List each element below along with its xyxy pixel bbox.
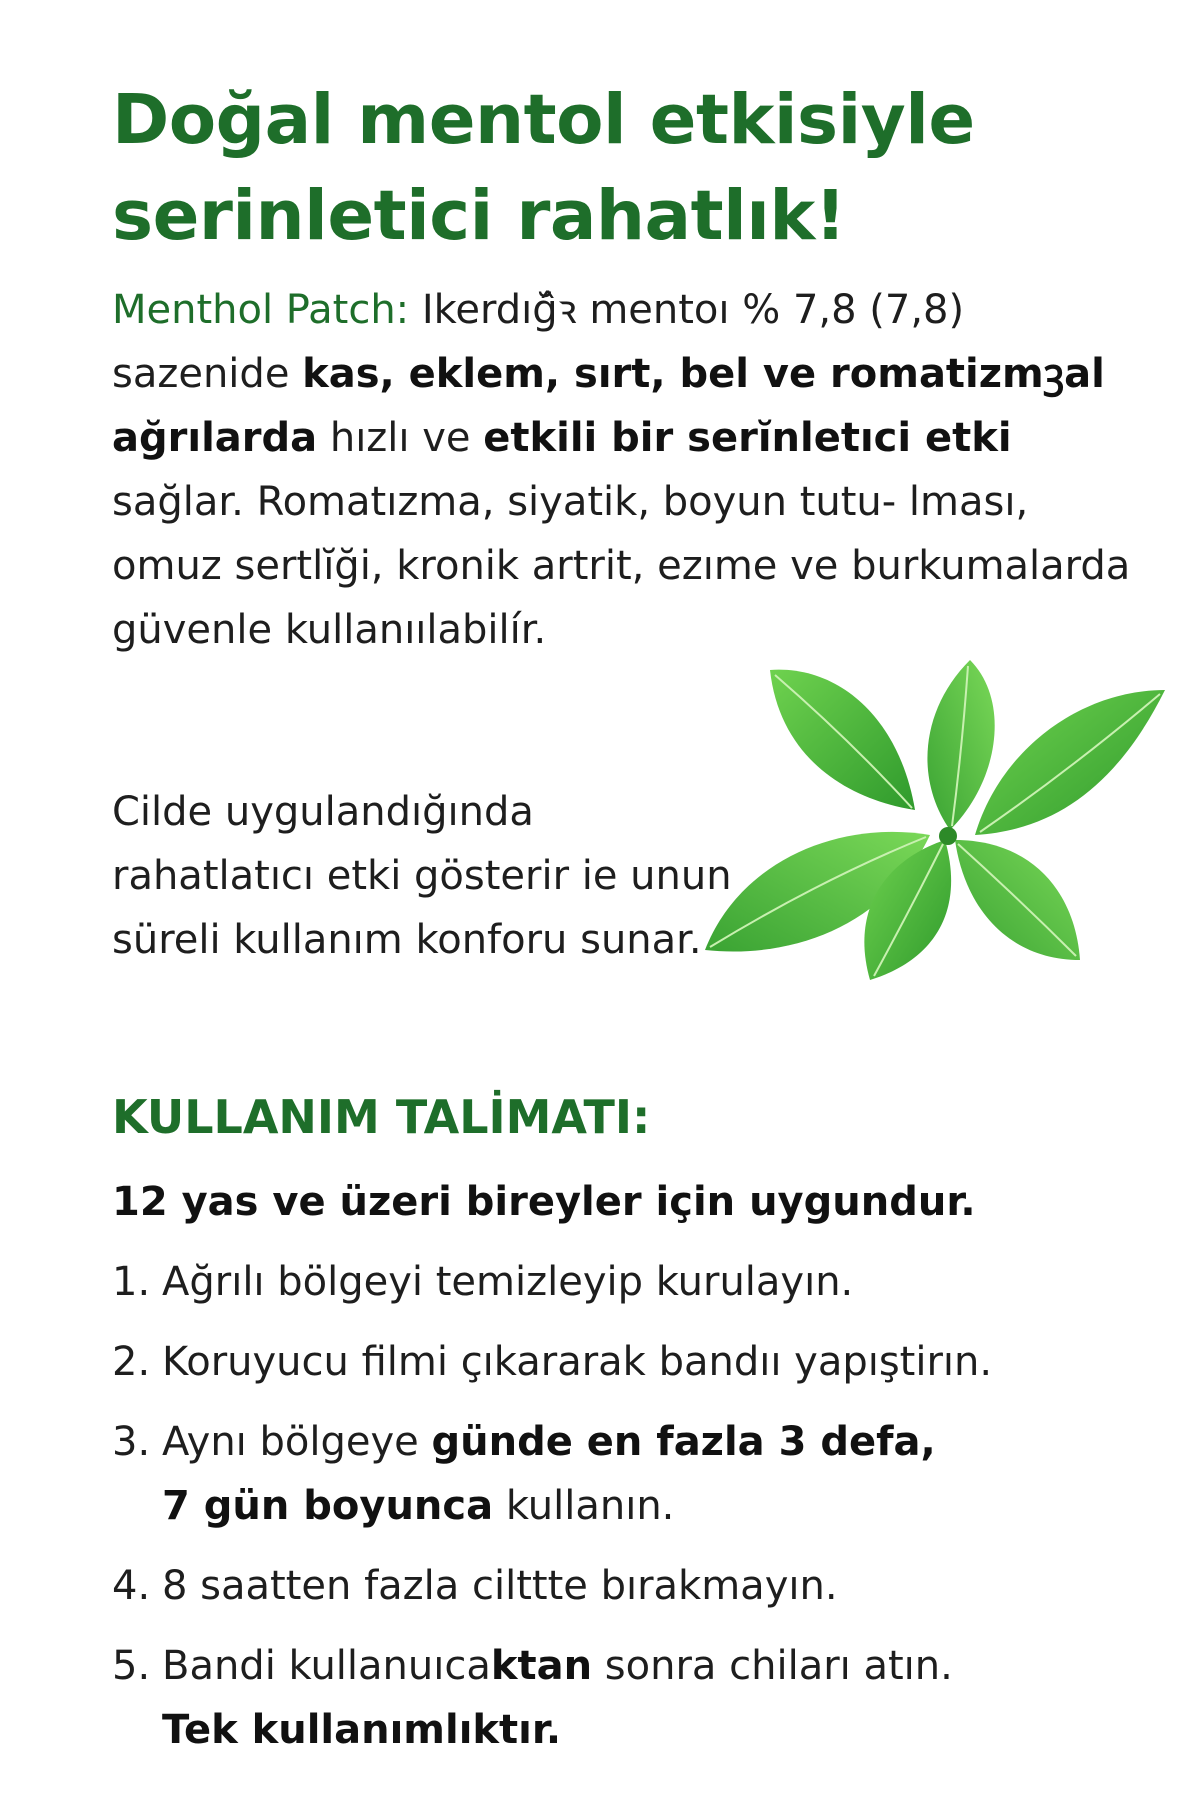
intro-text-2: hızlı ve bbox=[317, 415, 484, 461]
step-number: 2. bbox=[112, 1339, 151, 1385]
step-number: 3. bbox=[112, 1419, 151, 1465]
list-item bbox=[112, 1330, 1172, 1394]
step-text: Ağrılı bölgeyi temizleyip kurulayın. bbox=[162, 1259, 854, 1305]
step-text: Koruyucu filmi çıkararak bandıı yapıştirın. bbox=[162, 1339, 993, 1385]
step-number: 4. bbox=[112, 1563, 151, 1609]
step-bold: ktan bbox=[490, 1643, 593, 1689]
step-number: 1. bbox=[112, 1259, 151, 1305]
mint-leaves-icon bbox=[700, 660, 1170, 1000]
intro-paragraph bbox=[112, 278, 1142, 662]
step-text: sonra chiları atın. bbox=[592, 1643, 953, 1689]
intro-bold-2: etkili bir serĭnletıci etki bbox=[483, 415, 1012, 461]
list-item bbox=[112, 1250, 1172, 1314]
list-item bbox=[112, 1410, 1172, 1538]
step-bold: günde en fazla 3 defa, bbox=[431, 1419, 936, 1465]
age-note: 12 yas ve üzeri bireyler için uygundur. bbox=[112, 1179, 976, 1225]
title-line-1: Doğal mentol etkisiyle bbox=[112, 80, 975, 160]
title-line-2: serinletici rahatlık! bbox=[112, 176, 846, 256]
page-title bbox=[112, 72, 1112, 264]
step-bold: 7 gün boyunca bbox=[162, 1483, 494, 1529]
step-text: kullanın. bbox=[493, 1483, 675, 1529]
instruction-list bbox=[112, 1250, 1172, 1778]
step-text: Bandi kullanuıca bbox=[162, 1643, 491, 1689]
intro-bold-1: kas, eklem, sırt, bel ve romatizmꝫal ağrılarda bbox=[112, 351, 1105, 461]
instructions-heading: KULLANIM TALİMATI: bbox=[112, 1090, 651, 1144]
intro-text-3: sağlar. Romatızma, siyatik, boyun tutu- lması, omuz sertlĭği, kronik artrit, ezıme ve burkumalarda güvenle kullanıılabilír. bbox=[112, 479, 1131, 653]
step-number: 5. bbox=[112, 1643, 151, 1689]
secondary-paragraph: Cilde uygulandığında rahatlatıcı etki gösterir ie unun süreli kullanım konforu sunar. bbox=[112, 789, 732, 963]
intro-text-1: Ikerdığ̂ꝛ mentoı % 7,8 (7,8) sazenide bbox=[112, 287, 965, 397]
step-text: Aynı bölgeye bbox=[162, 1419, 432, 1465]
list-item bbox=[112, 1554, 1172, 1618]
product-label: Menthol Patch: bbox=[112, 287, 410, 333]
step-text: 8 saatten fazla cilttte bırakmayın. bbox=[162, 1563, 838, 1609]
step-bold: Tek kullanımlıktır. bbox=[162, 1707, 562, 1753]
list-item bbox=[112, 1634, 1172, 1762]
